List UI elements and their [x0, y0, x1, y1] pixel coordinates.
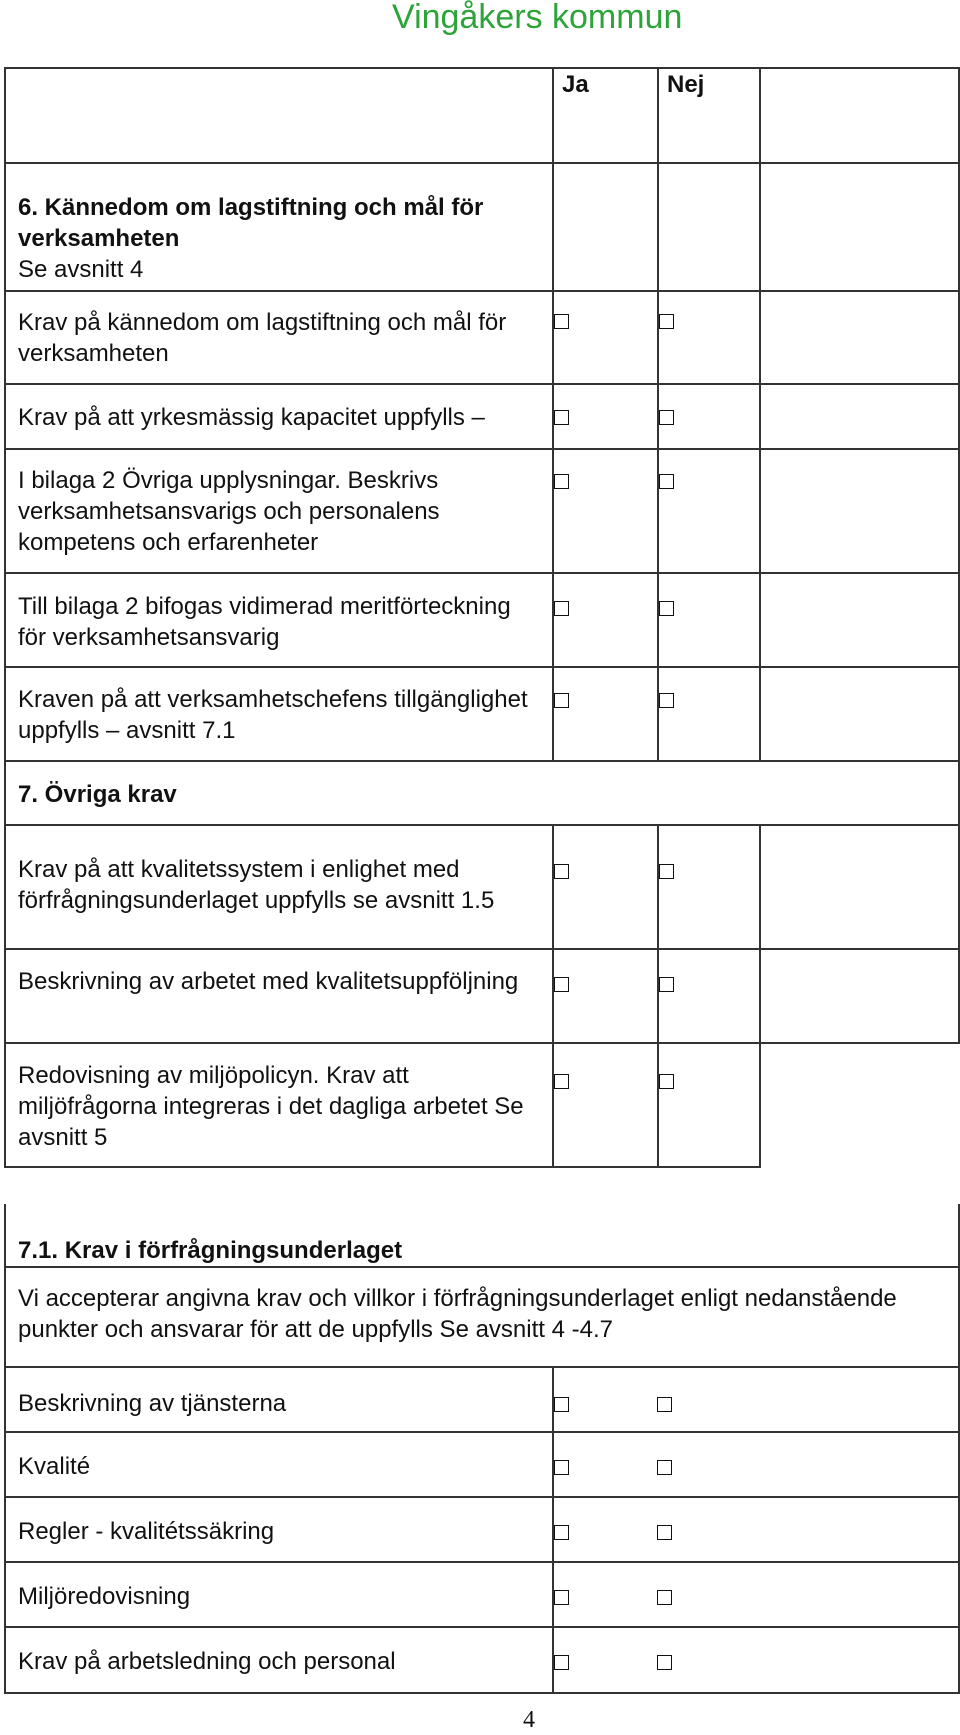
section-6-title: 6. Kännedom om lagstiftning och mål för verksamheten: [18, 194, 484, 252]
nej-checkbox[interactable]: [659, 1074, 674, 1089]
requirement-text: Beskrivning av tjänsterna: [18, 1390, 287, 1417]
requirement-text: Krav på att kvalitetssystem i enlighet med förfrågningsunderlaget uppfylls se avsnitt 1.5: [18, 856, 495, 914]
ja-checkbox[interactable]: [554, 1655, 569, 1670]
nej-checkbox[interactable]: [657, 1655, 672, 1670]
organization-name: Vingåkers kommun: [392, 0, 683, 36]
ja-checkbox[interactable]: [554, 864, 569, 879]
intro-text: Vi accepterar angivna krav och villkor i förfrågningsunderlaget enligt nedanstående punkter och ansvarar för att de uppfylls Se avsnitt 4 -4.7: [18, 1285, 897, 1343]
table-row: [5, 1367, 959, 1432]
requirement-text: Miljöredovisning: [18, 1583, 191, 1610]
ja-checkbox[interactable]: [554, 474, 569, 489]
column-header-ja: Ja: [553, 68, 658, 163]
nej-checkbox[interactable]: [657, 1460, 672, 1475]
ja-checkbox[interactable]: [554, 314, 569, 329]
table-row: [5, 291, 959, 384]
ja-checkbox[interactable]: [554, 601, 569, 616]
table-row: [5, 1432, 959, 1497]
nej-checkbox[interactable]: [657, 1397, 672, 1412]
table-row: [5, 384, 959, 449]
nej-checkbox[interactable]: [659, 314, 674, 329]
ja-checkbox[interactable]: [554, 1397, 569, 1412]
requirement-text: Redovisning av miljöpolicyn. Krav att miljöfrågorna integreras i det dagliga arbetet Se avsnitt 5: [18, 1062, 524, 1151]
table-row: [5, 1497, 959, 1562]
table-row: [5, 1043, 959, 1167]
ja-checkbox[interactable]: [554, 977, 569, 992]
section-7-row: [5, 761, 959, 825]
nej-checkbox[interactable]: [659, 410, 674, 425]
ja-checkbox[interactable]: [554, 693, 569, 708]
nej-checkbox[interactable]: [659, 864, 674, 879]
krav-table: [4, 1204, 960, 1694]
requirements-table: [4, 67, 960, 1168]
requirement-text: Regler - kvalitétssäkring: [18, 1518, 275, 1545]
ja-checkbox[interactable]: [554, 1525, 569, 1540]
table-row: [5, 573, 959, 667]
table-row: [5, 1562, 959, 1627]
table-row: [5, 1627, 959, 1693]
nej-checkbox[interactable]: [659, 977, 674, 992]
requirement-text: Krav på kännedom om lagstiftning och mål för verksamheten: [18, 309, 507, 367]
requirement-text: Kraven på att verksamhetschefens tillgänglighet uppfylls – avsnitt 7.1: [18, 686, 528, 744]
table-header-row: [5, 68, 959, 163]
section-71-row: [5, 1204, 959, 1267]
intro-row: [5, 1267, 959, 1367]
requirement-text: I bilaga 2 Övriga upplysningar. Beskrivs verksamhetsansvarigs och personalens kompetens och erfarenheter: [18, 467, 440, 556]
requirement-text: Till bilaga 2 bifogas vidimerad meritförteckning för verksamhetsansvarig: [18, 593, 511, 651]
requirement-text: Krav på att yrkesmässig kapacitet uppfylls –: [18, 404, 485, 431]
ja-checkbox[interactable]: [554, 410, 569, 425]
section-71-title: 7.1. Krav i förfrågningsunderlaget: [18, 1237, 403, 1264]
nej-checkbox[interactable]: [657, 1525, 672, 1540]
table-row: [5, 825, 959, 949]
nej-checkbox[interactable]: [657, 1590, 672, 1605]
requirement-text: Beskrivning av arbetet med kvalitetsuppföljning: [18, 968, 519, 995]
table-row: [5, 667, 959, 761]
nej-checkbox[interactable]: [659, 474, 674, 489]
ja-checkbox[interactable]: [554, 1590, 569, 1605]
section-7-title: 7. Övriga krav: [18, 781, 177, 808]
ja-checkbox[interactable]: [554, 1460, 569, 1475]
ja-checkbox[interactable]: [554, 1074, 569, 1089]
requirement-text: Kvalité: [18, 1453, 91, 1480]
column-header-nej: Nej: [658, 68, 760, 163]
requirement-text: Krav på arbetsledning och personal: [18, 1648, 396, 1675]
page-number: 4: [523, 1707, 535, 1733]
nej-checkbox[interactable]: [659, 693, 674, 708]
section-6-reference: Se avsnitt 4: [18, 256, 144, 283]
nej-checkbox[interactable]: [659, 601, 674, 616]
table-row: [5, 449, 959, 573]
section-6-row: [5, 163, 959, 291]
table-row: [5, 949, 959, 1043]
